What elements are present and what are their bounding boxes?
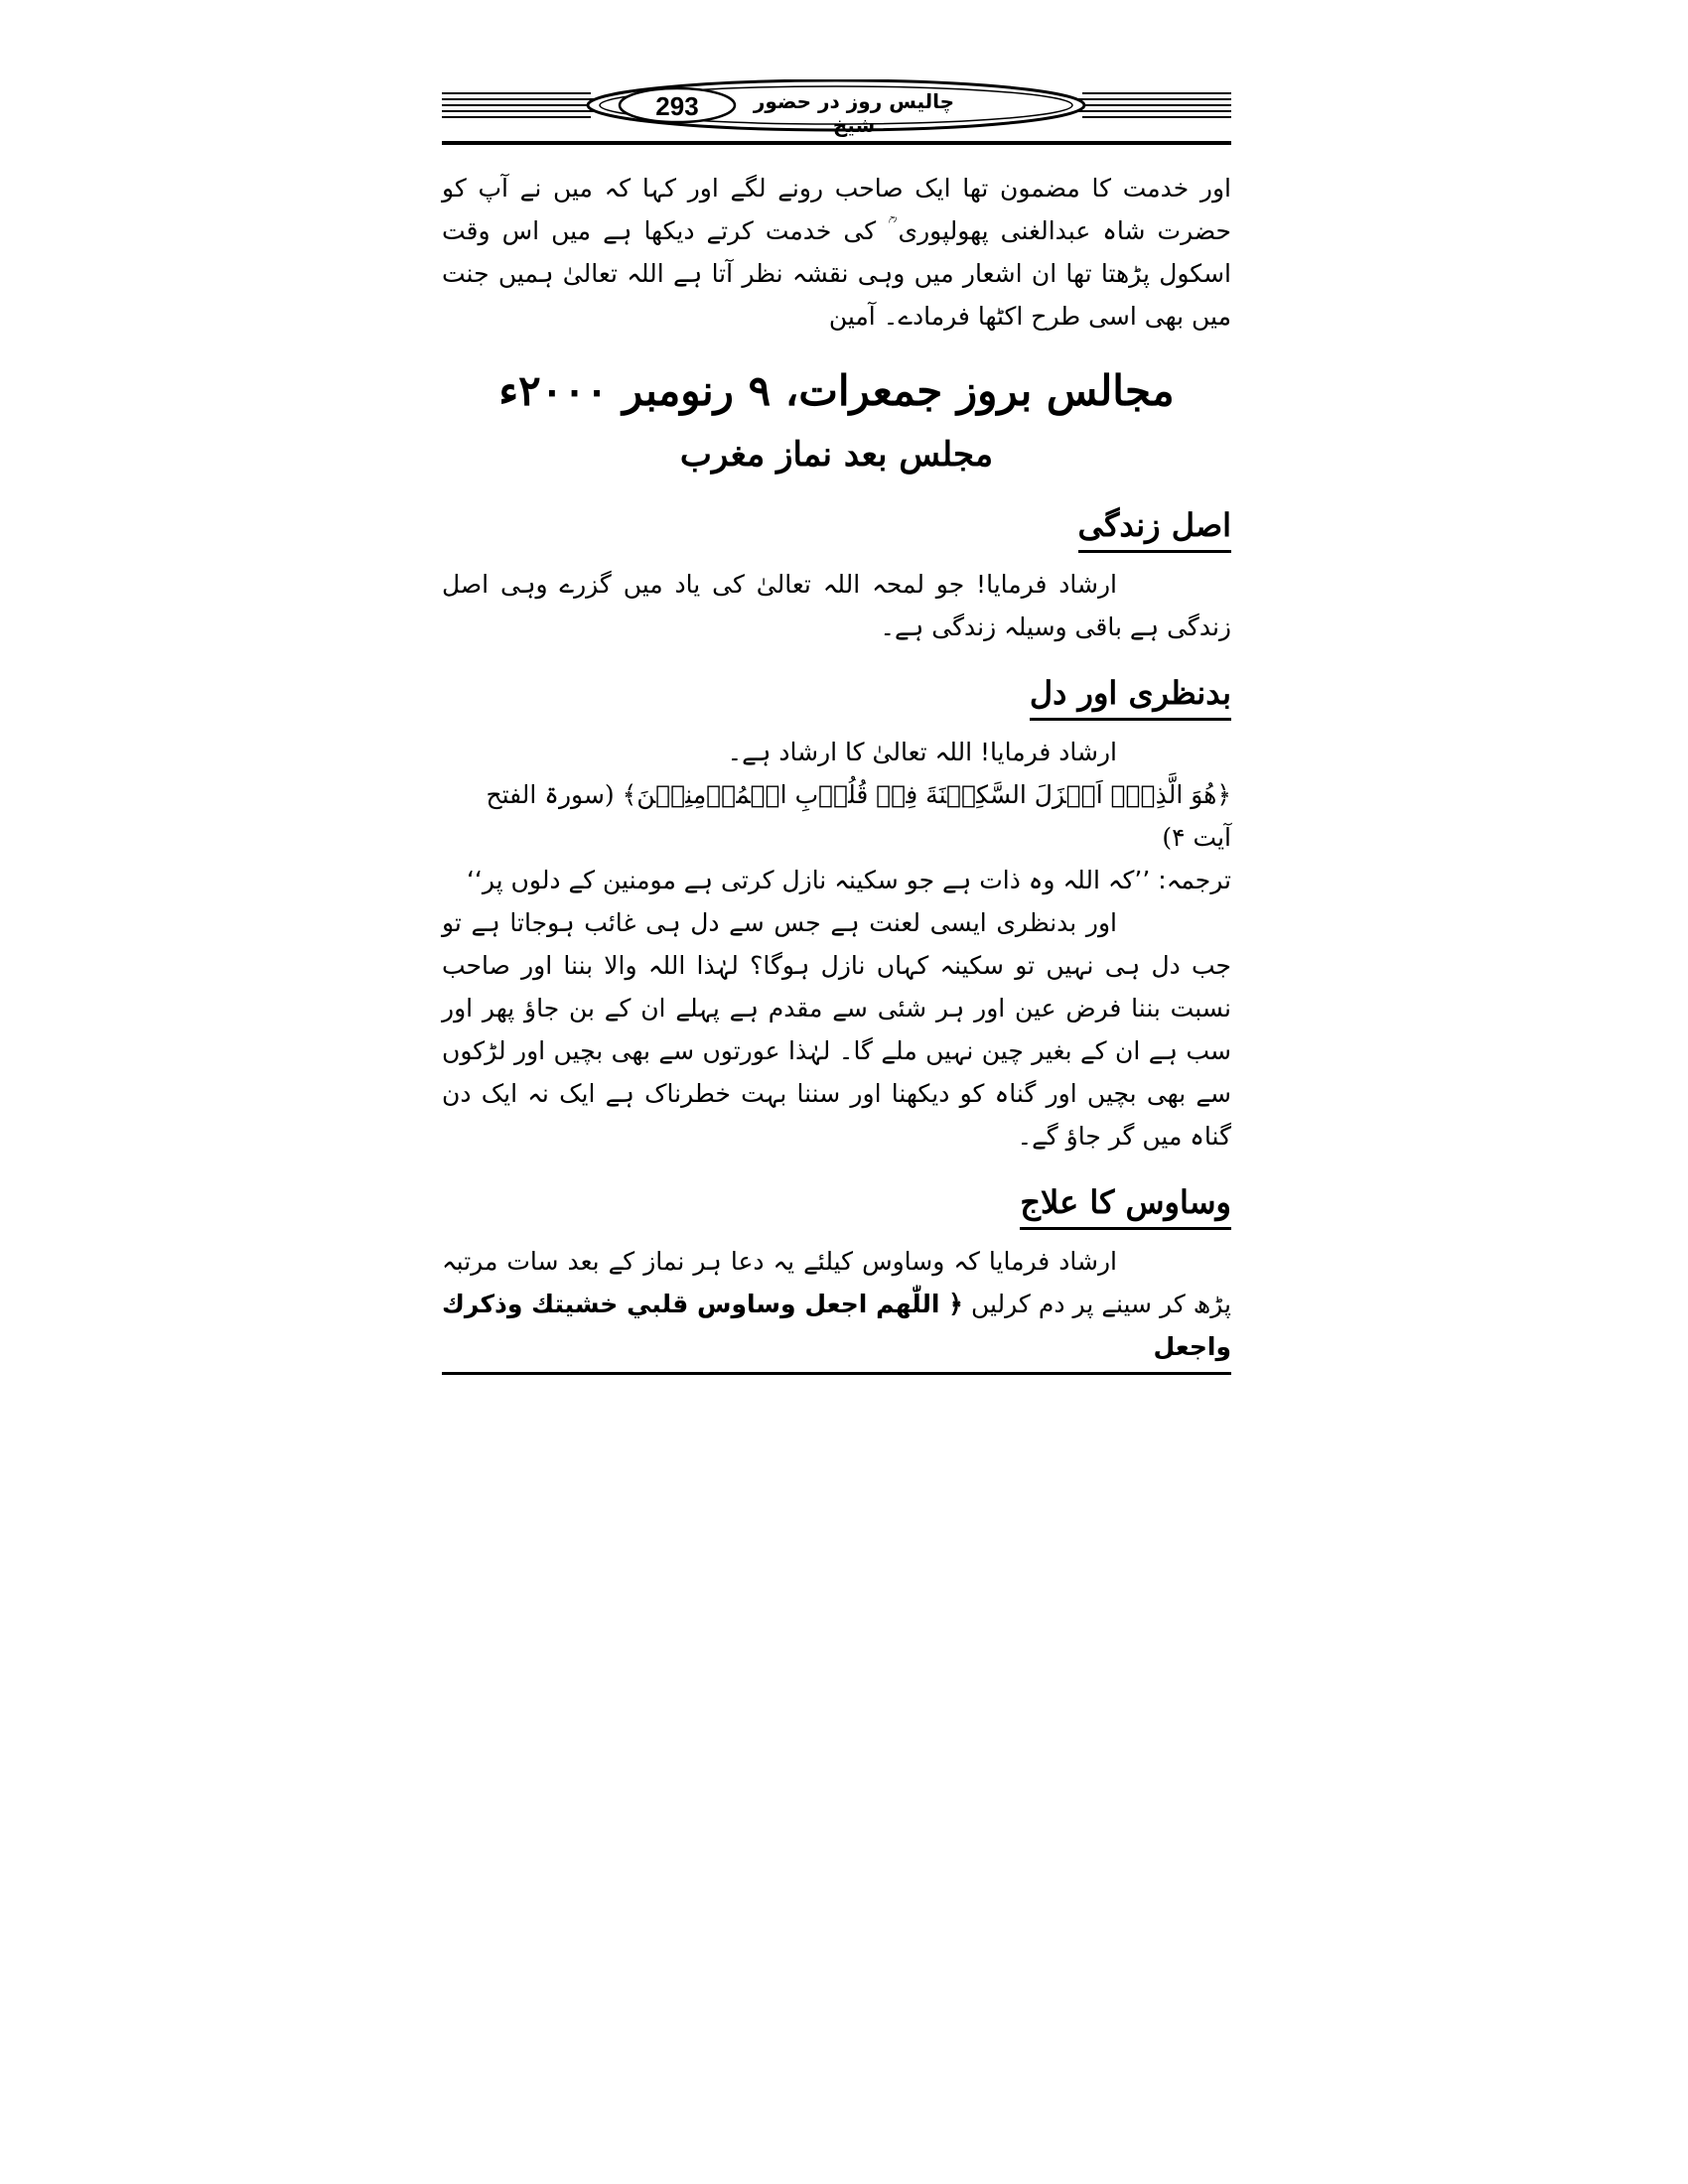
session-title: مجالس بروز جمعرات، ۹ رنومبر ۲۰۰۰ء: [498, 366, 1175, 415]
section-heading-wasawis: [442, 1179, 1231, 1230]
section-heading-text: اصل زندگی: [1078, 502, 1232, 553]
quran-ayah: ﴿هُوَ الَّذِیۡۤ اَنۡزَلَ السَّكِیۡنَةَ فِیۡ قُلُوۡبِ الۡمُؤۡمِنِیۡنَ﴾ (سورۃ الفتح آیت ۴): [486, 780, 1231, 852]
dua-text: ﴿ اللّٰهم اجعل وساوس قلبي خشيتك وذكرك واجعل: [442, 1290, 1231, 1361]
section-heading-asl-zindagi: [442, 502, 1231, 553]
section-paragraph: [442, 1240, 1231, 1368]
section-heading-text: بدنظری اور دل: [1030, 670, 1231, 721]
footer-rule: [442, 1372, 1231, 1375]
section-intro: ارشاد فرمایا! اللہ تعالیٰ کا ارشاد ہے۔: [727, 738, 1117, 766]
running-title: چالیس روز در حضور شیخ: [753, 89, 955, 137]
page: [442, 79, 1231, 1375]
page-header: [442, 79, 1231, 149]
section-paragraph: اور بدنظری ایسی لعنت ہے جس سے دل ہی غائب ہوجاتا ہے تو جب دل ہی نہیں تو سکینہ کہاں نازل ہوگا؟ لہٰذا اللہ والا بننا اور صاحب نسبت بننا فرض عین اور ہر شئی سے مقدم ہے پہلے ان کے بن جاؤ پھر اور سب ہے ان کے بغیر چین نہیں ملے گا۔ لہٰذا عورتوں سے بھی بچیں اور لڑکوں سے بھی بچیں اور گناہ کو دیکھنا اور سننا بہت خطرناک ہے ایک نہ ایک دن گناہ میں گر جاؤ گے۔: [442, 908, 1231, 1151]
intro-paragraph: اور خدمت کا مضمون تھا ایک صاحب رونے لگے اور کہا کہ میں نے آپ کو حضرت شاہ عبدالغنی پھولپوری ؒ کی خدمت کرتے دیکھا ہے میں اس وقت اسکول پڑھتا تھا ان اشعار میں وہی نقشہ نظر آتا ہے اللہ تعالیٰ ہمیں جنت میں بھی اسی طرح اکٹھا فرمادے۔ آمین: [442, 174, 1231, 331]
ayah-translation: ترجمہ: ’’کہ اللہ وہ ذات ہے جو سکینہ نازل کرتی ہے مومنین کے دلوں پر‘‘: [466, 866, 1231, 894]
header-rule: [442, 141, 1231, 145]
section-paragraph: ارشاد فرمایا! جو لمحہ اللہ تعالیٰ کی یاد میں گزرے وہی اصل زندگی ہے باقی وسیلہ زندگی ہے۔: [442, 570, 1231, 641]
page-number: 293: [655, 91, 699, 121]
paragraph-lead: ارشاد فرمایا کہ وساوس کیلئے یہ دعا ہر نماز کے بعد سات مرتبہ پڑھ کر سینے پر دم کرلیں: [442, 1247, 1231, 1318]
session-subtitle: مجلس بعد نماز مغرب: [679, 435, 994, 475]
section-heading-text: وساوس کا علاج: [1020, 1179, 1231, 1230]
section-heading-badnazri: [442, 670, 1231, 721]
